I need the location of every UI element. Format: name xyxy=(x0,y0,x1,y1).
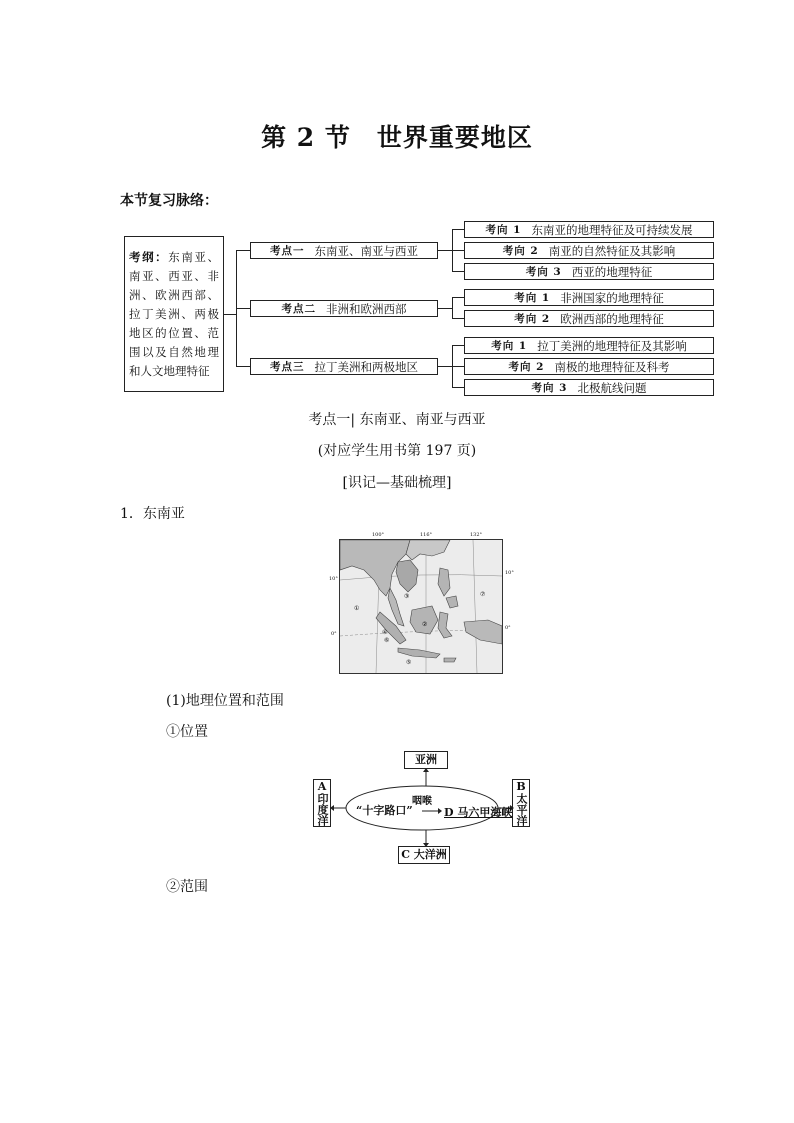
diagram-indian-ocean: A 印度洋 xyxy=(313,779,331,827)
diagram-asia: 亚洲 xyxy=(404,751,448,769)
southeast-asia-map xyxy=(339,539,503,674)
connector xyxy=(224,314,236,315)
svg-text:①: ① xyxy=(354,605,360,612)
lon-label: 100° xyxy=(372,532,385,538)
point-1: 考点一 东南亚、南亚与西亚 xyxy=(250,242,438,259)
svg-text:②: ② xyxy=(422,621,428,628)
connector xyxy=(452,345,464,346)
point-3: 考点三 拉丁美洲和两极地区 xyxy=(250,358,438,375)
sub-heading-1a: ①位置 xyxy=(166,724,208,740)
connector xyxy=(452,297,464,298)
diagram-pacific-ocean: B 太平洋 xyxy=(512,779,530,827)
diagram-oceania: C 大洋洲 xyxy=(398,846,450,864)
svg-text:⑦: ⑦ xyxy=(480,591,486,598)
outline-text: 东南亚、南亚、西亚、非洲、欧洲西部、拉丁美洲、两极地区的位置、范围以及自然地理和人文地理特征 xyxy=(129,249,219,378)
connector xyxy=(236,250,250,251)
connector xyxy=(236,308,250,309)
direction-3-2: 考向 2 南极的地理特征及科考 xyxy=(464,358,714,375)
connector xyxy=(236,366,250,367)
map-graphic xyxy=(340,540,502,673)
lat-label: 0° xyxy=(505,625,511,631)
lon-label: 132° xyxy=(470,532,483,538)
bracket-label: [识记—基础梳理] xyxy=(342,475,452,491)
svg-text:③: ③ xyxy=(404,593,410,600)
connector xyxy=(452,271,464,272)
direction-3-1: 考向 1 拉丁美洲的地理特征及其影响 xyxy=(464,337,714,354)
direction-2-1: 考向 1 非洲国家的地理特征 xyxy=(464,289,714,306)
lat-label: 0° xyxy=(331,631,337,637)
direction-3-3: 考向 3 北极航线问题 xyxy=(464,379,714,396)
lat-label: 10° xyxy=(505,570,514,576)
connector xyxy=(438,366,452,367)
section-heading: 考点一| 东南亚、南亚与西亚 xyxy=(308,412,486,428)
direction-1-2: 考向 2 南亚的自然特征及其影响 xyxy=(464,242,714,259)
outline-box xyxy=(124,236,224,392)
connector xyxy=(438,250,452,251)
diagram-throat: 咽喉 xyxy=(412,796,432,807)
page-title: 第 2 节 世界重要地区 xyxy=(261,123,533,152)
sub-heading-1: (1)地理位置和范围 xyxy=(166,693,284,709)
section-1-label: 1．东南亚 xyxy=(120,506,185,522)
review-label: 本节复习脉络： xyxy=(120,193,218,209)
svg-text:⑤: ⑤ xyxy=(406,659,412,666)
sub-heading-1b: ②范围 xyxy=(166,879,208,895)
connector xyxy=(452,318,464,319)
connector xyxy=(452,297,453,319)
connector xyxy=(452,229,464,230)
lat-label: 10° xyxy=(329,576,338,582)
direction-2-2: 考向 2 欧洲西部的地理特征 xyxy=(464,310,714,327)
connector xyxy=(438,308,452,309)
direction-1-1: 考向 1 东南亚的地理特征及可持续发展 xyxy=(464,221,714,238)
outline-tag: 考纲： xyxy=(129,249,169,264)
point-2: 考点二 非洲和欧洲西部 xyxy=(250,300,438,317)
direction-1-3: 考向 3 西亚的地理特征 xyxy=(464,263,714,280)
connector xyxy=(452,250,464,251)
diagram-malacca-strait: D 马六甲海峡 xyxy=(444,806,513,819)
svg-text:④: ④ xyxy=(382,629,388,636)
diagram-crossroads: “十字路口” xyxy=(356,804,413,817)
lon-label: 116° xyxy=(420,532,433,538)
svg-text:⑥: ⑥ xyxy=(384,637,390,644)
connector xyxy=(452,366,464,367)
reference-text: (对应学生用书第 197 页) xyxy=(317,443,477,459)
connector xyxy=(452,387,464,388)
